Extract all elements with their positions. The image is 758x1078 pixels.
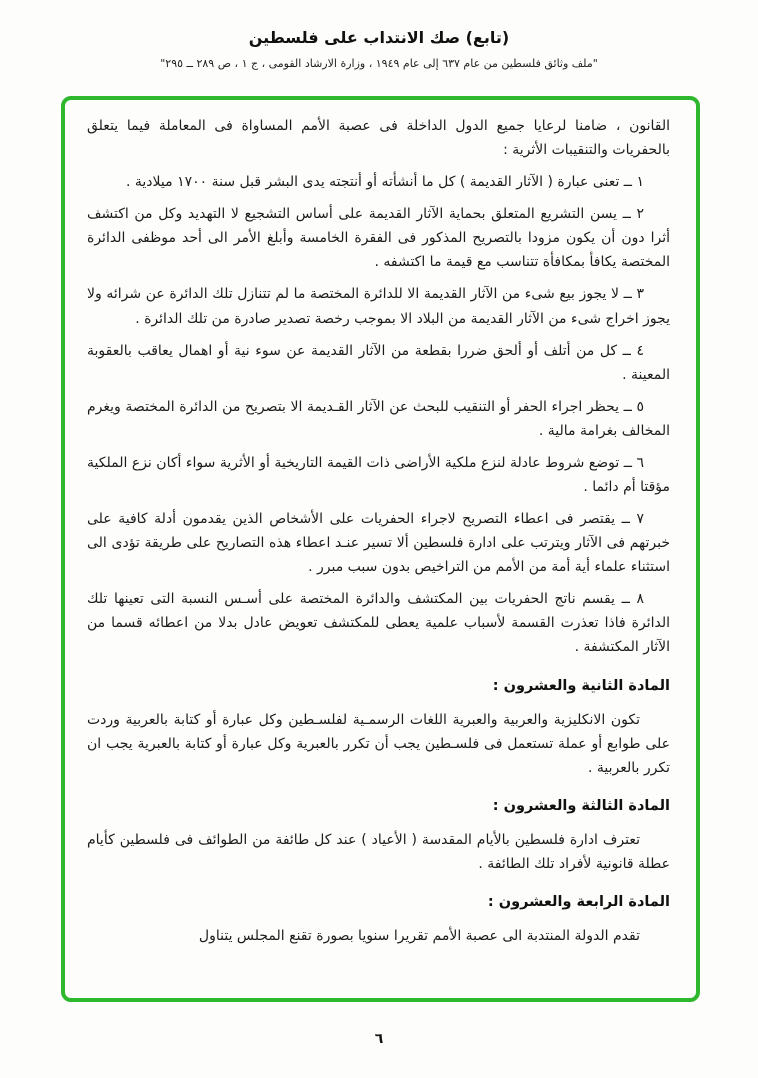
numbered-item-4: ٤ ــ كل من أتلف أو ألحق ضررا بقطعة من الآثار القديمة عن سوء نية أو اهمال يعاقب بالعقوبة المعينة .	[87, 342, 670, 383]
article-22-heading: المادة الثانية والعشرون :	[492, 677, 670, 694]
numbered-item-3: ٣ ــ لا يجوز بيع شىء من الآثار القديمة الا للدائرة المختصة ما لم تتنازل تلك الدائرة عن شرائه ولا يجوز اخراج شىء من الآثار القديمة من البلاد الا بموجب رخصة تصدير صادرة من تلك الدائرة .	[87, 286, 670, 327]
numbered-item-7: ٧ ــ يقتصر فى اعطاء التصريح لاجراء الحفريات على الأشخاص الذين يقدمون أدلة كافية على خبرتهم فى الآثار ويترتب على ادارة فلسطين ألا تسير عنـد اعطاء هذه التصاريح على طريقة تؤدى الى استثناء علماء أية أمة من الأمم من التراخيص بدون سبب مبرر .	[87, 511, 670, 576]
article-23-heading: المادة الثالثة والعشرون :	[492, 797, 670, 814]
source-citation: "ملف وثائق فلسطين من عام ٦٣٧ إلى عام ١٩٤٩ ، وزارة الارشاد القومى ، ج ١ ، ص ٢٨٩ ــ ٢٩٥"	[160, 57, 598, 70]
article-22-text: تكون الانكليزية والعربية والعبرية اللغات الرسمـية لفلسـطين وكل عبارة أو كتابة بالعربية وردت على طوابع أو عملة تستعمل فى فلسـطين يجب أن تكرر بالعبرية وكل عبارة أو كتابة بالعبرية يجب ان تكرر بالعربية .	[87, 711, 670, 776]
page-number: ٦	[374, 1031, 384, 1047]
page-title: (تابع) صك الانتداب على فلسطين	[248, 28, 510, 47]
numbered-item-1: ١ ــ تعنى عبارة ( الآثار القديمة ) كل ما أنشأته أو أنتجته يدى البشر قبل سنة ١٧٠٠ ميلادية .	[125, 174, 644, 191]
numbered-item-8: ٨ ــ يقسم ناتج الحفريات بين المكتشف والدائرة المختصة على أسـس النسبة التى تعينها تلك الدائرة فاذا تعذرت القسمة لأسباب علمية يعطى للمكتشف تعويض عادل بدلا من اعطائه قسما من الآثار المكتشفة .	[87, 591, 670, 656]
page-footer	[0, 1028, 758, 1047]
article-24-heading: المادة الرابعة والعشرون :	[487, 893, 670, 910]
numbered-item-6: ٦ ــ توضع شروط عادلة لنزع ملكية الأراضى ذات القيمة التاريخية أو الأثرية سواء أكان نزع الملكية مؤقتا أم دائما .	[87, 454, 670, 496]
article-23-text: تعترف ادارة فلسطين بالأيام المقدسة ( الأعياد ) عند كل طائفة من الطوائف فى فلسطين كأيام عطلة قانونية لأفراد تلك الطائفة .	[87, 831, 670, 872]
article-24-text: تقدم الدولة المنتدبة الى عصبة الأمم تقريرا سنويا بصورة تقنع المجلس يتناول	[198, 927, 640, 944]
numbered-item-5: ٥ ــ يحظر اجراء الحفر أو التنقيب للبحث عن الآثار القـديمة الا بتصريح من الدائرة المختصة ويغرم المخالف بغرامة مالية .	[87, 398, 670, 439]
intro-paragraph: القانون ، ضامنا لرعايا جميع الدول الداخلة فى عصبة الأمم المساواة فى المعاملة فيما يتعلق بالحفريات والتنقيبات الأثرية :	[87, 118, 670, 159]
numbered-item-2: ٢ ــ يسن التشريع المتعلق بحماية الآثار القديمة على أساس التشجيع لا التهديد وكل من اكتشف أثرا دون أن يكون مزودا بالتصريح المذكور فى الفقرة الخامسة وأبلغ الأمر الى أحد موظفى الدائرة المختصة يكافأ بمكافأة تتناسب مع قيمة ما اكتشفه .	[87, 206, 670, 271]
content-frame	[61, 96, 700, 1002]
page-header	[0, 0, 758, 70]
